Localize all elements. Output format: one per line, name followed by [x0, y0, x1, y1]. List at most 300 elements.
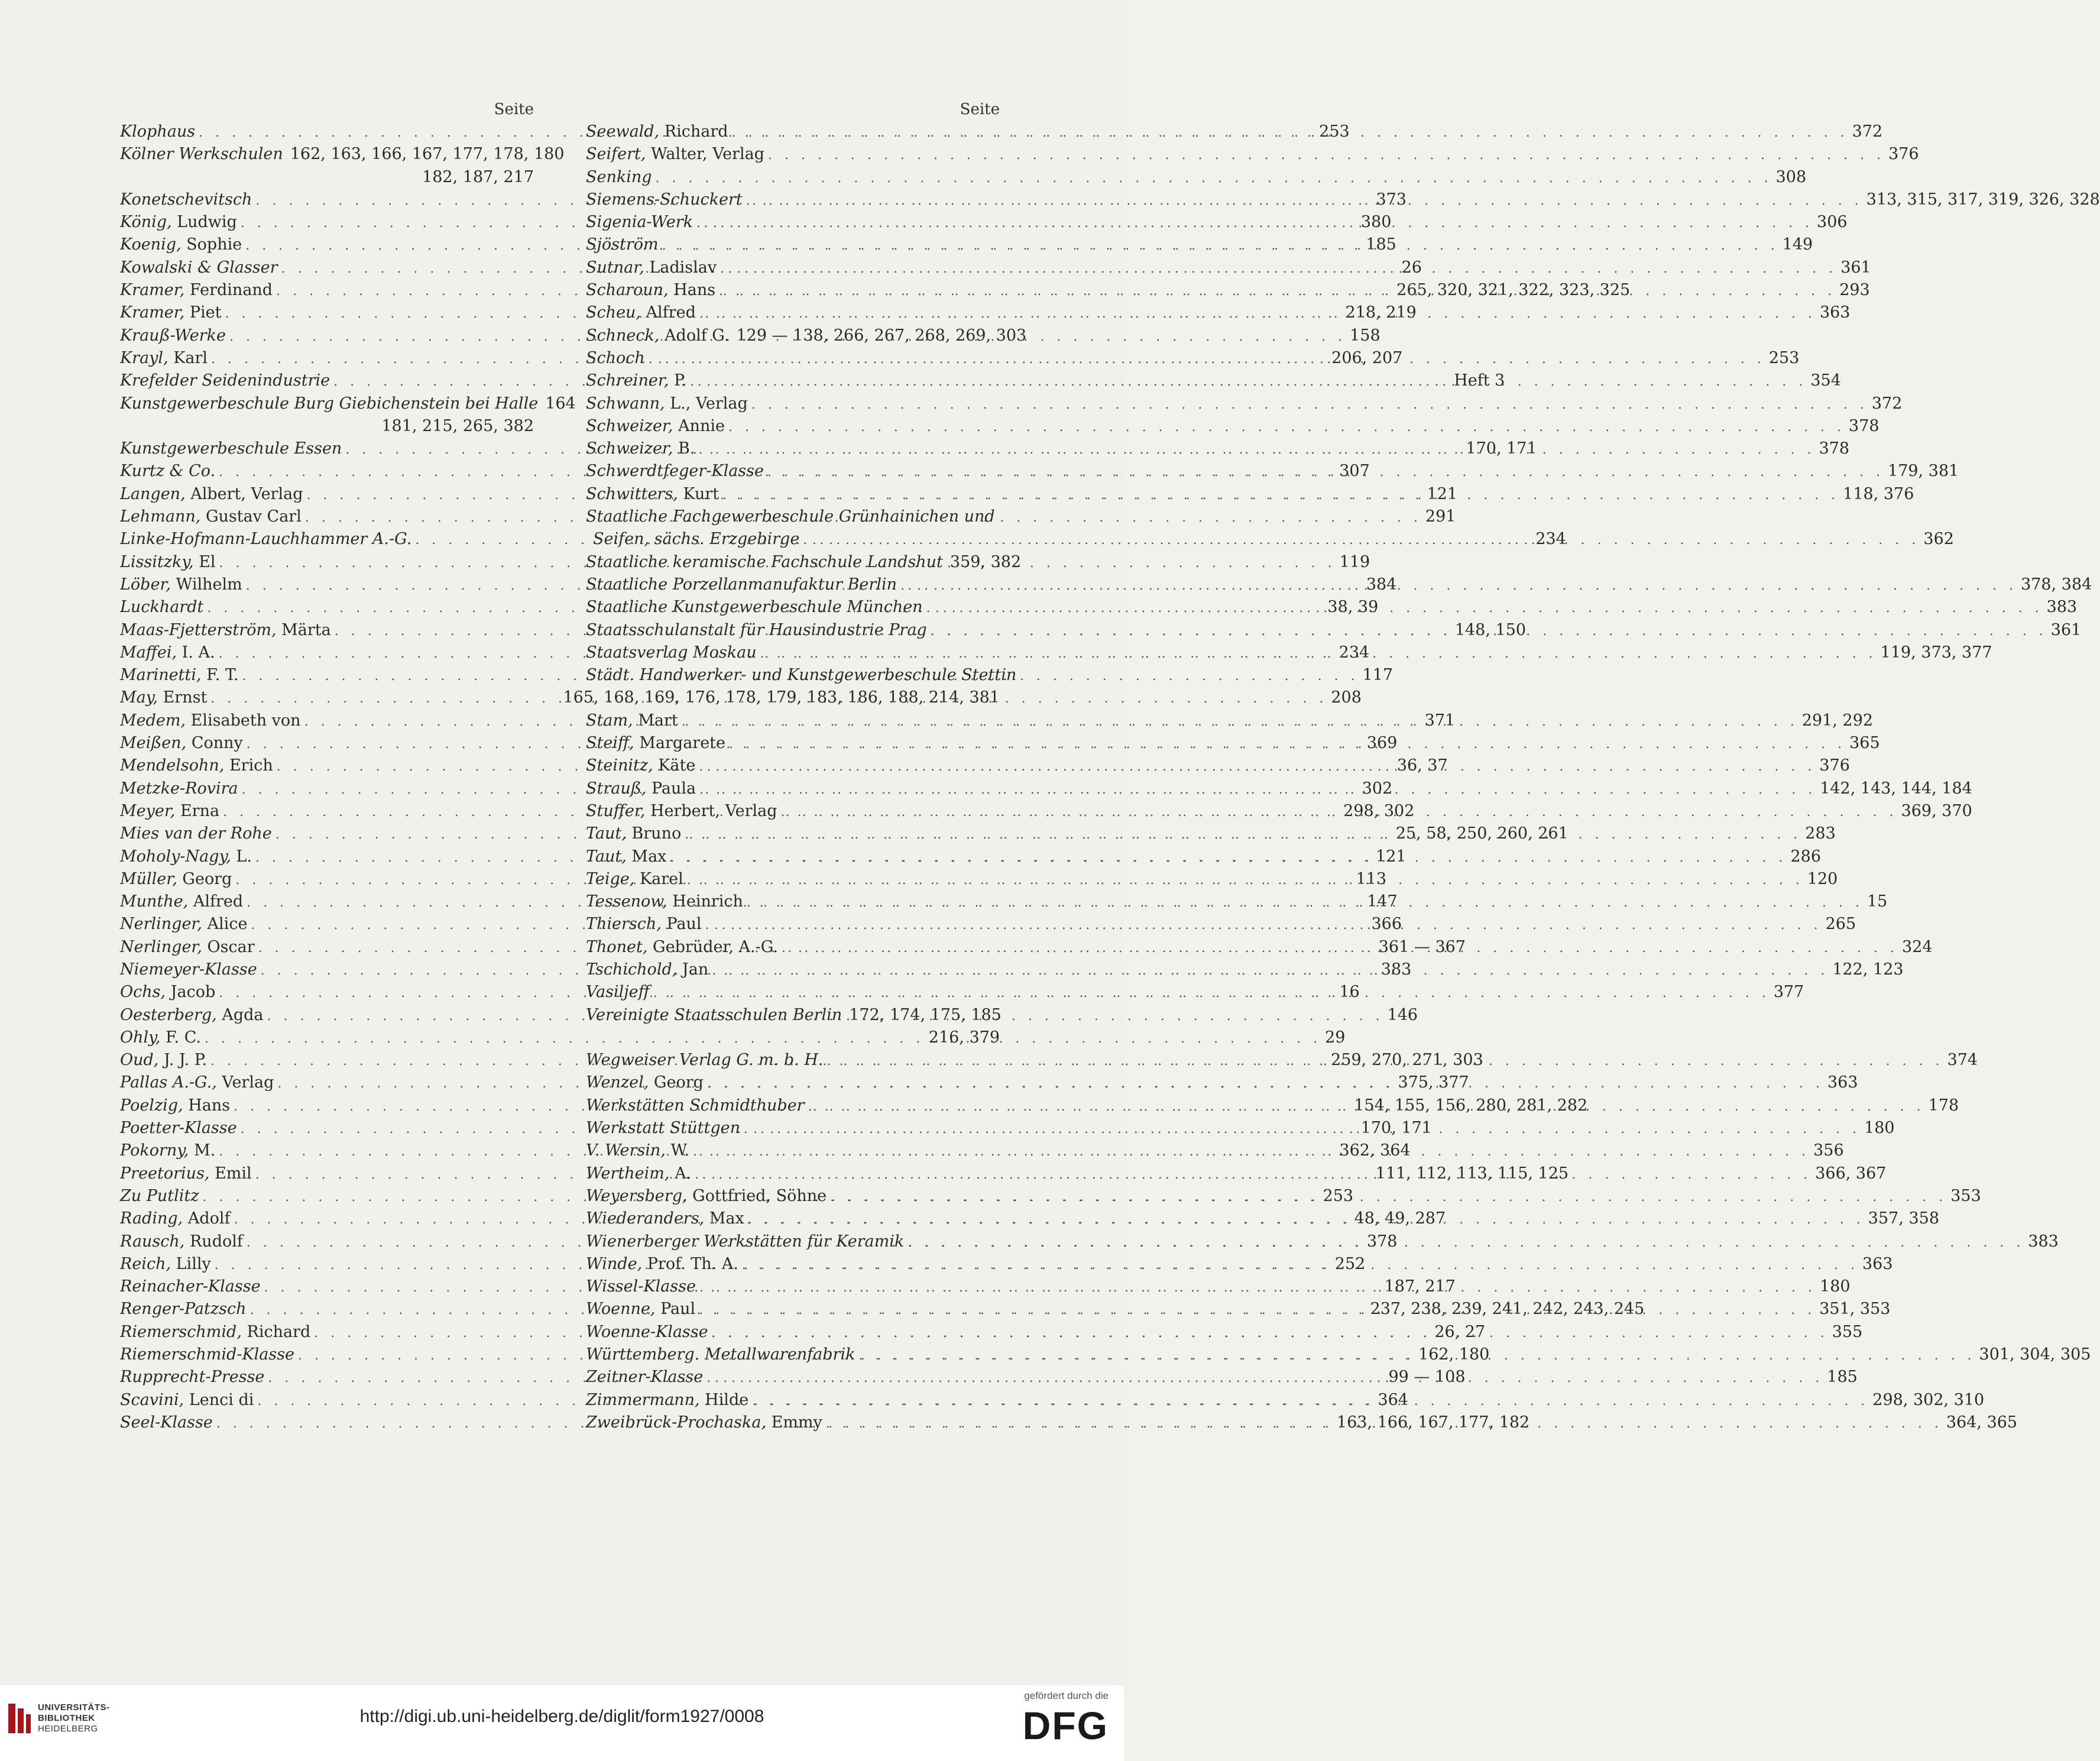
entry-name-suffix: Ludwig	[171, 213, 237, 232]
entry-name-italic: Schweizer,	[586, 416, 673, 435]
entry-pages: 113	[1356, 869, 1387, 888]
entry-pages: 374	[1947, 1051, 1978, 1070]
entry-name	[120, 1231, 243, 1253]
entry-name-italic: Scavini,	[120, 1390, 184, 1409]
index-entry	[586, 664, 1017, 687]
entry-name	[586, 664, 1016, 687]
entry-name-suffix: Agda	[216, 1005, 264, 1024]
entry-name	[586, 189, 743, 211]
entry-pages: 180	[1864, 1119, 1895, 1138]
entry-name-italic: Staatliche Porzellanmanufaktur Berlin	[586, 575, 897, 594]
leader-dots	[712, 1322, 1829, 1345]
entry-name-suffix: Heinrich	[667, 892, 743, 911]
entry-name-suffix: Jan	[677, 960, 709, 979]
entry-name-italic: Staatliche keramische Fachschule Landshut	[586, 552, 943, 571]
entry-pages: 364, 365	[1946, 1413, 2018, 1432]
entry-pages: 383	[1380, 960, 1412, 979]
leader-dots	[682, 711, 1798, 733]
entry-name-suffix: L.	[231, 847, 252, 866]
entry-pages: 265, 320, 321, 322, 323, 325	[1396, 281, 1631, 300]
entry-name-italic: Mendelsohn,	[120, 756, 225, 775]
dfg-icon: DFG	[1022, 1704, 1109, 1747]
entry-pages: 129 — 138, 266, 267, 268, 269, 303	[736, 326, 1027, 345]
entry-pages: 307	[1339, 462, 1370, 481]
entry-name	[586, 823, 681, 845]
entry-name-italic: Maas-Fjetterström,	[120, 620, 277, 639]
entry-name-suffix: Verlag	[216, 1073, 274, 1092]
entry-pages: 373	[1376, 190, 1407, 209]
entry-name-italic: Senking	[586, 167, 652, 186]
entry-name	[586, 1163, 691, 1185]
entry-name	[120, 1117, 237, 1140]
leader-dots	[695, 1164, 1811, 1186]
entry-name	[120, 823, 272, 845]
entry-name-italic: Lehmann,	[120, 507, 201, 526]
entry-name	[586, 528, 799, 551]
entry-pages: 369, 370	[1901, 801, 1972, 820]
entry-name-italic: Werkstätten Schmidthuber	[586, 1096, 805, 1115]
entry-name	[586, 1389, 748, 1412]
entry-name-suffix: Karel	[634, 869, 683, 888]
entry-pages: 361	[1840, 258, 1871, 277]
entry-name-italic: Thiersch,	[586, 915, 662, 934]
entry-name	[120, 574, 242, 596]
entry-pages: 142, 143, 144, 184	[1820, 779, 1972, 798]
entry-pages: 362, 364	[1339, 1141, 1411, 1160]
entry-pages: 363	[1862, 1254, 1893, 1273]
entry-pages: 253	[1768, 348, 1800, 367]
entry-name-suffix: Erna	[175, 801, 220, 820]
entry-name-italic: Sjöström	[586, 235, 659, 254]
entry-name-suffix: Richard	[241, 1322, 311, 1341]
entry-name-italic: Oud,	[120, 1051, 159, 1070]
entry-name-italic: Wertheim,	[586, 1164, 670, 1183]
entry-name-italic: V. Wersin,	[586, 1141, 666, 1160]
leader-dots	[830, 1186, 1947, 1209]
entry-pages: 371	[1424, 711, 1456, 730]
entry-name	[586, 460, 764, 483]
index-entry	[120, 143, 565, 166]
entry-name-suffix: F. T.	[201, 666, 239, 685]
entry-name-suffix: Lenci di	[184, 1390, 254, 1409]
entry-pages: 206, 207	[1331, 348, 1403, 367]
entry-name	[586, 121, 728, 143]
entry-name	[586, 551, 943, 574]
index-entry	[586, 393, 1903, 415]
entry-name	[586, 574, 897, 596]
entry-pages: 162, 163, 166, 167, 177, 178, 180	[290, 145, 565, 164]
entry-name-suffix: Märta	[276, 620, 331, 639]
entry-pages: 306	[1817, 213, 1848, 232]
leader-dots	[908, 1232, 2024, 1254]
entry-name-suffix: L., Verlag	[665, 394, 748, 413]
entry-name-suffix: Kurt	[678, 484, 720, 503]
entry-pages: 383	[2028, 1232, 2059, 1251]
entry-name-italic: Werkstatt Stüttgen	[586, 1119, 740, 1138]
entry-name-italic: Schwitters,	[586, 484, 678, 503]
entry-name-italic: Konetschevitsch	[120, 190, 252, 209]
entry-name	[586, 506, 995, 528]
entry-pages: 149	[1782, 235, 1813, 254]
entry-name-suffix: Albert, Verlag	[185, 484, 303, 503]
funding-text: gefördert durch die	[1024, 1690, 1109, 1701]
entry-name-italic: May,	[120, 688, 158, 707]
entry-pages: 359, 382	[949, 552, 1022, 571]
entry-name	[120, 551, 216, 574]
entry-name-italic: Krauß-Werke	[120, 326, 226, 345]
entry-name-suffix: Elisabeth von	[186, 711, 301, 730]
entry-name	[120, 1072, 274, 1094]
entry-pages: 180	[1820, 1277, 1851, 1296]
entry-pages: 170, 171	[1466, 439, 1537, 458]
leader-dots	[670, 847, 1787, 869]
page-column-heading: Seite	[960, 101, 1000, 118]
entry-name	[120, 1049, 207, 1072]
entry-name	[586, 279, 715, 302]
entry-pages: 364	[1378, 1390, 1408, 1409]
entry-name	[586, 868, 683, 891]
leader-dots	[931, 620, 2047, 643]
entry-name-italic: Stuffer,	[586, 801, 646, 820]
entry-pages: 356	[1813, 1141, 1844, 1160]
entry-name-italic: Riemerschmid-Klasse	[120, 1345, 295, 1364]
leader-dots	[732, 122, 1849, 144]
entry-name-italic: Taut,	[586, 847, 627, 866]
entry-name-suffix: Conny	[186, 734, 243, 753]
entry-name	[120, 800, 219, 823]
leader-dots	[707, 1073, 1824, 1095]
entry-name-suffix: Adolf	[183, 1209, 231, 1228]
entry-name	[120, 891, 243, 913]
leader-dots	[698, 439, 1815, 461]
entry-pages: 163, 166, 167, 177, 182	[1336, 1413, 1530, 1432]
entry-name-italic: Vasiljeff	[586, 983, 650, 1002]
entry-name-suffix: Max	[704, 1209, 744, 1228]
index-entry	[586, 1027, 1000, 1049]
entry-name-italic: Klophaus	[120, 122, 196, 141]
entry-pages: 253	[1323, 1186, 1354, 1205]
entry-name	[586, 1321, 708, 1344]
entry-name-italic: Steiff,	[586, 734, 634, 753]
entry-pages: 99 — 108	[1388, 1368, 1466, 1387]
entry-name-italic: Pokorny,	[120, 1141, 189, 1160]
entry-pages: 29	[1325, 1028, 1346, 1047]
entry-pages: 362	[1923, 530, 1954, 549]
entry-name	[120, 732, 243, 755]
entry-name	[586, 1049, 823, 1072]
entry-name-italic: Pallas A.-G.,	[120, 1073, 217, 1092]
entry-pages: 181, 215, 265, 382	[381, 416, 534, 435]
entry-name-suffix: Emmy	[766, 1413, 822, 1432]
entry-pages: 286	[1790, 847, 1822, 866]
entry-name-italic: Zeitner-Klasse	[586, 1368, 704, 1387]
entry-name	[120, 483, 303, 506]
entry-name-suffix: Rudolf	[184, 1232, 243, 1251]
entry-name-italic: Mies van der Rohe	[120, 824, 272, 843]
leader-dots	[712, 960, 1829, 982]
entry-pages: 361 — 367	[1378, 937, 1466, 956]
entry-name-italic: Nerlinger,	[120, 937, 202, 956]
entry-pages: 185	[1827, 1368, 1858, 1387]
entry-name-italic: Städt. Handwerker- und Kunstgewerbeschule Stettin	[586, 666, 1017, 685]
entry-name	[120, 642, 215, 664]
index-entry	[586, 325, 1027, 347]
entry-name-italic: Preetorius,	[120, 1164, 210, 1183]
entry-name-italic: Lissitzky,	[120, 552, 194, 571]
entry-name	[586, 1344, 855, 1366]
entry-name-italic: Wiederanders,	[586, 1209, 705, 1228]
entry-name-italic: Renger-Patzsch	[120, 1300, 247, 1319]
index-entry	[586, 506, 1000, 528]
entry-pages: 16	[1339, 983, 1360, 1002]
entry-pages: 170, 171	[1360, 1119, 1432, 1138]
entry-name-suffix: I. A.	[177, 643, 215, 662]
entry-name	[586, 438, 695, 460]
entry-name	[586, 483, 719, 506]
entry-pages: 252	[1334, 1254, 1366, 1273]
entry-pages: 165, 168, 169, 176, 178, 179, 183, 186, 188, 214, 381	[563, 688, 1000, 707]
entry-pages: 376	[1819, 756, 1850, 775]
entry-name-suffix: Prof. Th. A.	[642, 1254, 738, 1273]
entry-pages: 308	[1775, 167, 1807, 186]
entry-name-italic: Reinacher-Klasse	[120, 1277, 261, 1296]
entry-name-suffix: Alfred	[640, 303, 696, 322]
entry-name-italic: Wenzel,	[586, 1073, 649, 1092]
entry-pages: 376	[1888, 145, 1919, 164]
entry-name	[120, 1276, 261, 1298]
entry-name	[120, 664, 238, 687]
entry-pages: 291	[1425, 507, 1456, 526]
entry-name	[586, 755, 695, 777]
entry-pages: 121	[1376, 847, 1407, 866]
entry-name-italic: Kunstgewerbeschule Burg Giebichenstein bei Halle	[120, 394, 539, 413]
leader-dots	[760, 643, 1877, 665]
entry-name	[586, 393, 748, 415]
entry-name-italic: Metzke-Rovira	[120, 779, 238, 798]
entry-pages: 146	[1387, 1005, 1418, 1024]
entry-name-italic: Stam,	[586, 711, 633, 730]
entry-name	[120, 1095, 230, 1117]
entry-pages: 366	[1371, 915, 1402, 934]
entry-pages: 363	[1819, 303, 1851, 322]
entry-name-italic: Meißen,	[120, 734, 187, 753]
entry-name	[586, 143, 764, 166]
entry-pages: 293	[1839, 281, 1870, 300]
entry-name-suffix: Margarete	[634, 734, 726, 753]
entry-name-italic: Seel-Klasse	[120, 1413, 213, 1432]
entry-name-suffix: Ferdinand	[184, 281, 273, 300]
entry-pages: 162, 180	[1418, 1345, 1490, 1364]
leader-dots	[699, 1299, 1816, 1322]
entry-name-suffix: Paul	[655, 1300, 696, 1319]
entry-name	[586, 1253, 738, 1276]
library-name-line: UNIVERSITÄTS-	[38, 1702, 110, 1713]
index-entry	[586, 143, 1919, 166]
entry-name-suffix: M.	[189, 1141, 216, 1160]
entry-pages: 15	[1866, 892, 1888, 911]
entry-name-italic: Niemeyer-Klasse	[120, 960, 257, 979]
entry-name	[120, 1253, 211, 1276]
entry-pages: 383	[2046, 598, 2078, 617]
leader-dots	[728, 416, 1845, 439]
leader-dots	[926, 597, 2043, 620]
entry-name-italic: Kölner Werkschulen	[120, 145, 283, 164]
entry-pages: 313, 315, 317, 319, 326, 328	[1866, 190, 2100, 209]
entry-pages: 324	[1902, 937, 1933, 956]
leader-dots	[742, 1254, 1859, 1277]
leader-dots	[705, 914, 1822, 937]
entry-pages: 187, 217	[1384, 1277, 1456, 1296]
entry-name-suffix: Hans	[183, 1096, 231, 1115]
entry-pages: 118, 376	[1843, 484, 1914, 503]
index-entry	[563, 687, 1000, 709]
entry-name	[586, 257, 717, 279]
library-name-line: HEIDELBERG	[38, 1724, 98, 1734]
entry-name-italic: Tessenow,	[586, 892, 667, 911]
entry-name-italic: Marinetti,	[120, 666, 202, 685]
entry-name-italic: Kramer,	[120, 281, 185, 300]
entry-name-italic: Schreiner,	[586, 371, 669, 390]
leader-dots	[751, 394, 1868, 416]
entry-name-suffix: Gebrüder, A.-G.	[647, 937, 778, 956]
index-entry	[120, 393, 576, 415]
entry-name-suffix: J. J. P.	[158, 1051, 208, 1070]
entry-name-italic: Sutnar,	[586, 258, 644, 277]
entry-pages: 298, 302, 310	[1872, 1390, 1985, 1409]
entry-name-italic: Luckhardt	[120, 598, 204, 617]
entry-name-italic: Rupprecht-Presse	[120, 1368, 265, 1387]
entry-name-suffix: Max	[626, 847, 667, 866]
entry-pages: 48, 49, 287	[1354, 1209, 1446, 1228]
entry-name-italic: Thonet,	[586, 937, 648, 956]
leader-dots	[722, 484, 1839, 507]
index-entry	[586, 166, 1807, 189]
entry-pages: 265	[1825, 915, 1856, 934]
entry-name	[120, 936, 255, 959]
entry-pages: 216, 379	[928, 1028, 1000, 1047]
entry-name-suffix: Gustav Carl	[200, 507, 302, 526]
entry-pages: 234	[1339, 643, 1370, 662]
entry-name	[120, 596, 203, 619]
entry-name-suffix: Wilhelm	[170, 575, 242, 594]
entry-name	[586, 1298, 695, 1320]
entry-name	[120, 1389, 254, 1412]
entry-name-italic: Teige,	[586, 869, 635, 888]
entry-name	[586, 370, 686, 392]
entry-pages: 301, 304, 305	[1979, 1345, 2091, 1364]
entry-name-italic: Kramer,	[120, 303, 185, 322]
entry-name-italic: Schweizer,	[586, 439, 673, 458]
entry-name-italic: Winde,	[586, 1254, 643, 1273]
entry-name	[120, 1366, 264, 1388]
entry-pages: 353	[1950, 1186, 1981, 1205]
permalink-url[interactable]: http://digi.ub.uni-heidelberg.de/diglit/form1927/0008	[359, 1707, 764, 1726]
entry-name-suffix: Karl	[168, 348, 208, 367]
entry-name-italic: Tschichold,	[586, 960, 678, 979]
entry-name-italic: Strauß,	[586, 779, 647, 798]
leader-dots	[699, 1277, 1816, 1299]
entry-name	[120, 778, 238, 800]
entry-name-italic: Ochs,	[120, 983, 166, 1002]
entry-name-italic: Woenne-Klasse	[586, 1322, 708, 1341]
entry-name	[120, 1298, 246, 1320]
entry-pages: 25, 58, 250, 260, 261	[1395, 824, 1568, 843]
entry-name	[586, 1276, 696, 1298]
entry-name	[120, 460, 215, 483]
entry-name	[120, 1208, 230, 1230]
entry-name	[120, 1344, 294, 1366]
index-entry	[586, 415, 1879, 438]
entry-name	[586, 596, 923, 619]
entry-name-suffix: P.	[669, 371, 687, 390]
entry-name	[586, 325, 729, 347]
entry-pages: 302	[1362, 779, 1393, 798]
entry-name-italic: Kowalski & Glasser	[120, 258, 278, 277]
entry-pages: 26	[1401, 258, 1422, 277]
entry-pages: 208	[1331, 688, 1362, 707]
entry-pages: 377	[1773, 983, 1804, 1002]
entry-name	[120, 528, 411, 551]
entry-name-italic: König,	[120, 213, 172, 232]
entry-name-italic: Steinitz,	[586, 756, 653, 775]
index-entry	[120, 166, 534, 189]
entry-name-suffix: Emil	[209, 1164, 252, 1183]
entry-name-italic: Poelzig,	[120, 1096, 183, 1115]
entry-pages: 237, 238, 239, 241, 242, 243, 245	[1370, 1300, 1645, 1319]
entry-name	[586, 1004, 842, 1027]
entry-name	[586, 891, 743, 913]
leader-dots	[649, 348, 1765, 371]
entry-name	[586, 211, 693, 234]
entry-name-italic: Oesterberg,	[120, 1005, 217, 1024]
leader-dots	[687, 869, 1804, 892]
entry-name-suffix: F. C.	[160, 1028, 201, 1047]
entry-name	[586, 800, 777, 823]
entry-name	[120, 1004, 264, 1027]
entry-name-italic: Kunstgewerbeschule Essen	[120, 439, 342, 458]
entry-pages: 38, 39	[1327, 598, 1379, 617]
entry-pages: 122, 123	[1832, 960, 1904, 979]
entry-pages: 378, 384	[2021, 575, 2092, 594]
entry-name-italic: Reich,	[120, 1254, 171, 1273]
entry-pages: 361	[2050, 620, 2082, 639]
leader-dots	[707, 1367, 1823, 1390]
funder-logo[interactable]	[990, 1690, 1109, 1749]
entry-name	[120, 506, 302, 528]
leader-dots	[744, 1118, 1861, 1141]
leader-dots	[781, 801, 1898, 824]
entry-name	[120, 121, 195, 143]
entry-name-suffix: Herbert, Verlag	[645, 801, 777, 820]
index-entry	[120, 415, 534, 438]
leader-dots	[656, 167, 1772, 190]
entry-pages: 119, 373, 377	[1880, 643, 1992, 662]
entry-name	[120, 438, 342, 460]
leader-dots	[729, 733, 1846, 756]
entry-name	[120, 846, 252, 868]
entry-pages: 121	[1427, 484, 1458, 503]
entry-pages: 36, 37	[1396, 756, 1448, 775]
entry-pages: 185	[1366, 235, 1396, 254]
leader-dots	[826, 1413, 1943, 1435]
entry-name-italic: Vereinigte Staatsschulen Berlin	[586, 1005, 842, 1024]
entry-pages: 378	[1366, 1232, 1398, 1251]
entry-name-suffix: Erich	[224, 756, 273, 775]
entry-pages: 357, 358	[1868, 1209, 1940, 1228]
entry-name	[586, 166, 652, 189]
entry-pages: 253	[1319, 122, 1350, 141]
entry-pages: 119	[1339, 552, 1370, 571]
